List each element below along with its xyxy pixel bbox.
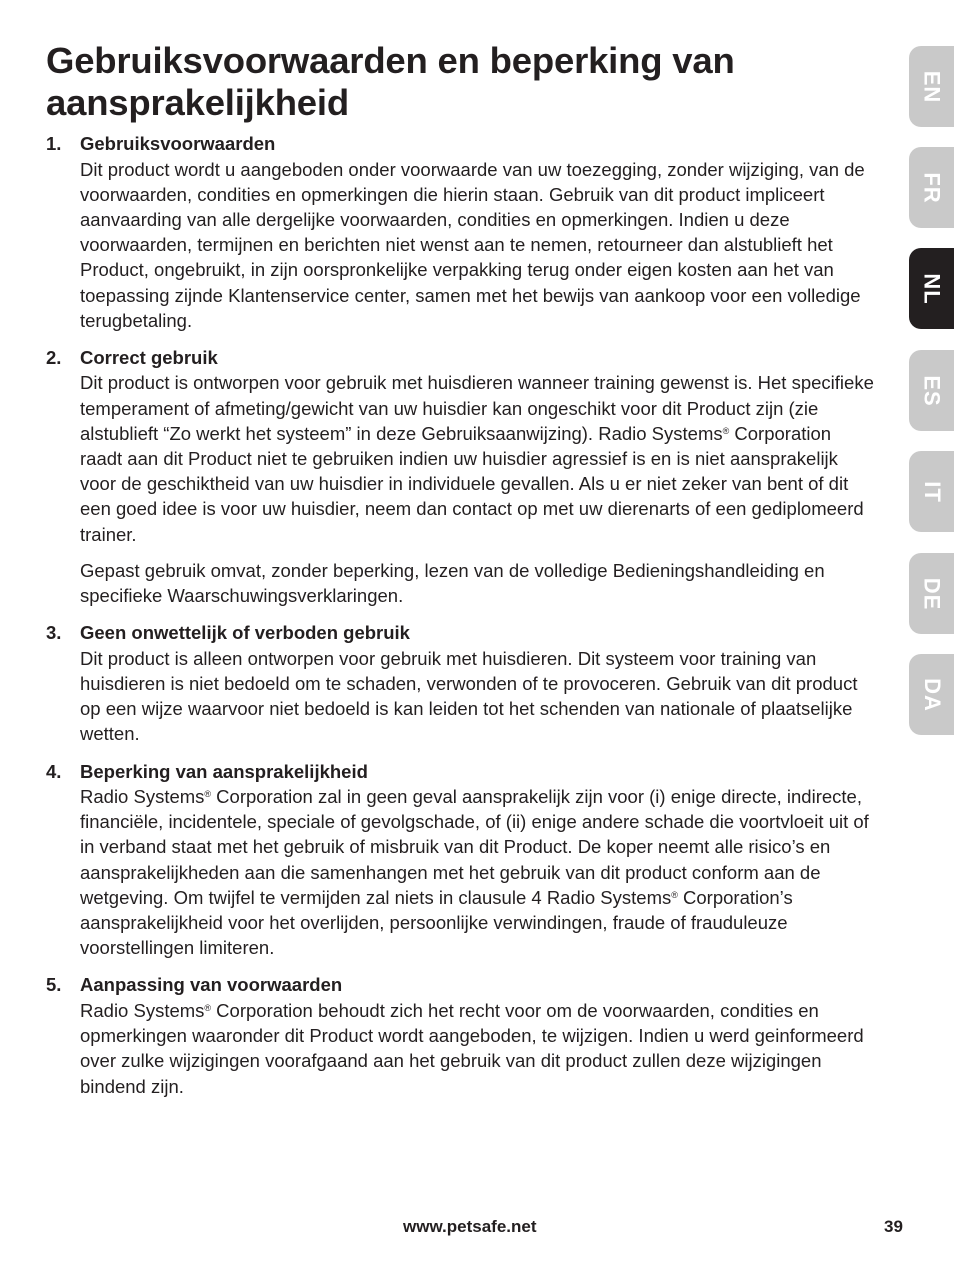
section-paragraph xyxy=(80,370,876,546)
section-title: Geen onwettelijk of verboden gebruik xyxy=(80,622,410,644)
page-number: 39 xyxy=(884,1217,903,1236)
language-tab-de[interactable] xyxy=(909,553,954,634)
language-tab-label: NL xyxy=(919,272,945,305)
section-title: Gebruiksvoorwaarden xyxy=(80,133,276,154)
paragraph-text: Dit product is ontworpen voor gebruik met huisdieren wanneer training gewenst is. Het specifieke temperament of afmeting/gewicht van uw huisdier kan ongeschikt voor dit Product zijn (zie alstublieft “Zo werkt het systeem” in deze Gebruiksaanwijzing). Radio Systems xyxy=(80,372,874,444)
registered-mark: ® xyxy=(204,789,212,800)
section-no-unlawful-use xyxy=(46,620,876,746)
section-heading xyxy=(46,345,876,371)
footer-url: www.petsafe.net xyxy=(403,1217,537,1236)
paragraph-text: Radio Systems xyxy=(80,786,205,808)
language-tab-label: DE xyxy=(919,577,945,610)
language-tab-label: IT xyxy=(919,480,945,503)
section-heading xyxy=(46,620,876,646)
paragraph-text: Corporation’s aansprakelijkheid voor het overlijden, persoonlijke verwindingen, fraude of frauduleuze voorstellingen limiteren. xyxy=(80,886,793,959)
section-paragraph: Dit product wordt u aangeboden onder voorwaarde van uw toezegging, zonder wijziging, van de voorwaarden, condities en opmerkingen die hierin staan. Gebruik van dit product impliceert aanvaarding van alle dergelijke voorwaarden, condities en opmerkingen. Indien u deze voorwaarden, termijnen en berichten niet wenst aan te nemen, retourneer dan alstublieft het Product, ongebruikt, in zijn oorspronkelijke verpakking terug onder eigen kosten aan het van toepassing zijnde Klantenservice center, samen met het bewijs van aankoop voor een volledige terugbetaling. xyxy=(80,158,865,331)
section-paragraph xyxy=(80,784,876,960)
paragraph-text: Corporation raadt aan dit Product niet te gebruiken indien uw huisdier agressief is en is niet aansprakelijk voor de geschiktheid van uw huisdier in individuele gevallen. Als u er niet zeker van bent of dit een goed idee is voor uw huisdier, neem dan contact op met uw dierenarts of een gediplomeerd trainer. xyxy=(80,422,864,545)
language-tab-en[interactable] xyxy=(909,46,954,127)
section-heading xyxy=(46,972,876,998)
section-number: 5. xyxy=(46,974,62,996)
language-tab-label: FR xyxy=(919,171,945,204)
paragraph-text: Corporation zal in geen geval aansprakelijk zijn voor (i) enige directe, indirecte, financiële, incidentele, speciale of gevolgschade, of (ii) enige andere schade die voortvloeit uit of in verband staat met het gebruik of misbruik van dit Product. De koper neemt alle risico’s en aansprakelijkheden aan die samenhangen met het gebruik van dit product conform aan de wetgeving. Om twijfel te vermijden zal niets in clausule 4 Radio Systems xyxy=(80,786,869,908)
paragraph-text: Radio Systems xyxy=(80,999,205,1021)
section-paragraph xyxy=(80,998,876,1099)
registered-mark: ® xyxy=(671,889,678,900)
section-title: Beperking van aansprakelijkheid xyxy=(80,760,368,782)
language-tab-label: EN xyxy=(919,70,945,103)
language-tab-da[interactable] xyxy=(909,654,954,735)
section-number: 2. xyxy=(46,346,62,368)
paragraph-text: Corporation behoudt zich het recht voor om de voorwaarden, condities en opmerkingen waaronder dit Product wordt aangeboden, te wijzigen. Indien u werd geinformeerd over zulke wijzigingen voorafgaand aan het gebruik van dit product zullen deze wijzigingen bindend zijn. xyxy=(80,999,864,1097)
section-title: Aanpassing van voorwaarden xyxy=(80,974,343,996)
page-title: Gebruiksvoorwaarden en beperking van aansprakelijkheid xyxy=(46,40,735,123)
section-heading xyxy=(46,759,876,785)
language-tab-nl[interactable] xyxy=(909,248,954,329)
language-tab-label: DA xyxy=(919,677,945,712)
registered-mark: ® xyxy=(204,1002,212,1013)
section-correct-use xyxy=(46,345,876,608)
section-limitation-of-liability xyxy=(46,759,876,961)
language-tab-label: ES xyxy=(919,374,945,407)
section-paragraph: Gepast gebruik omvat, zonder beperking, lezen van de volledige Bedieningshandleiding en specifieke Waarschuwingsverklaringen. xyxy=(80,559,825,607)
section-terms-of-use xyxy=(46,131,876,333)
language-tab-it[interactable] xyxy=(909,451,954,532)
section-paragraph: Dit product is alleen ontworpen voor gebruik met huisdieren. Dit systeem voor training van huisdieren is niet bedoeld om te schaden, verwonden of te provoceren. Gebruik van dit product op een wijze waarvoor niet bedoeld is kan leiden tot het schenden van nationale of plaatselijke wetten. xyxy=(80,647,858,745)
language-tab-fr[interactable] xyxy=(909,147,954,228)
section-number: 1. xyxy=(46,133,62,154)
section-number: 4. xyxy=(46,760,62,782)
terms-content xyxy=(46,131,876,1111)
section-modification-of-terms xyxy=(46,972,876,1098)
language-tab-es[interactable] xyxy=(909,350,954,431)
section-title: Correct gebruik xyxy=(80,346,218,368)
section-number: 3. xyxy=(46,622,62,644)
registered-mark: ® xyxy=(722,425,730,436)
section-heading xyxy=(46,131,876,157)
